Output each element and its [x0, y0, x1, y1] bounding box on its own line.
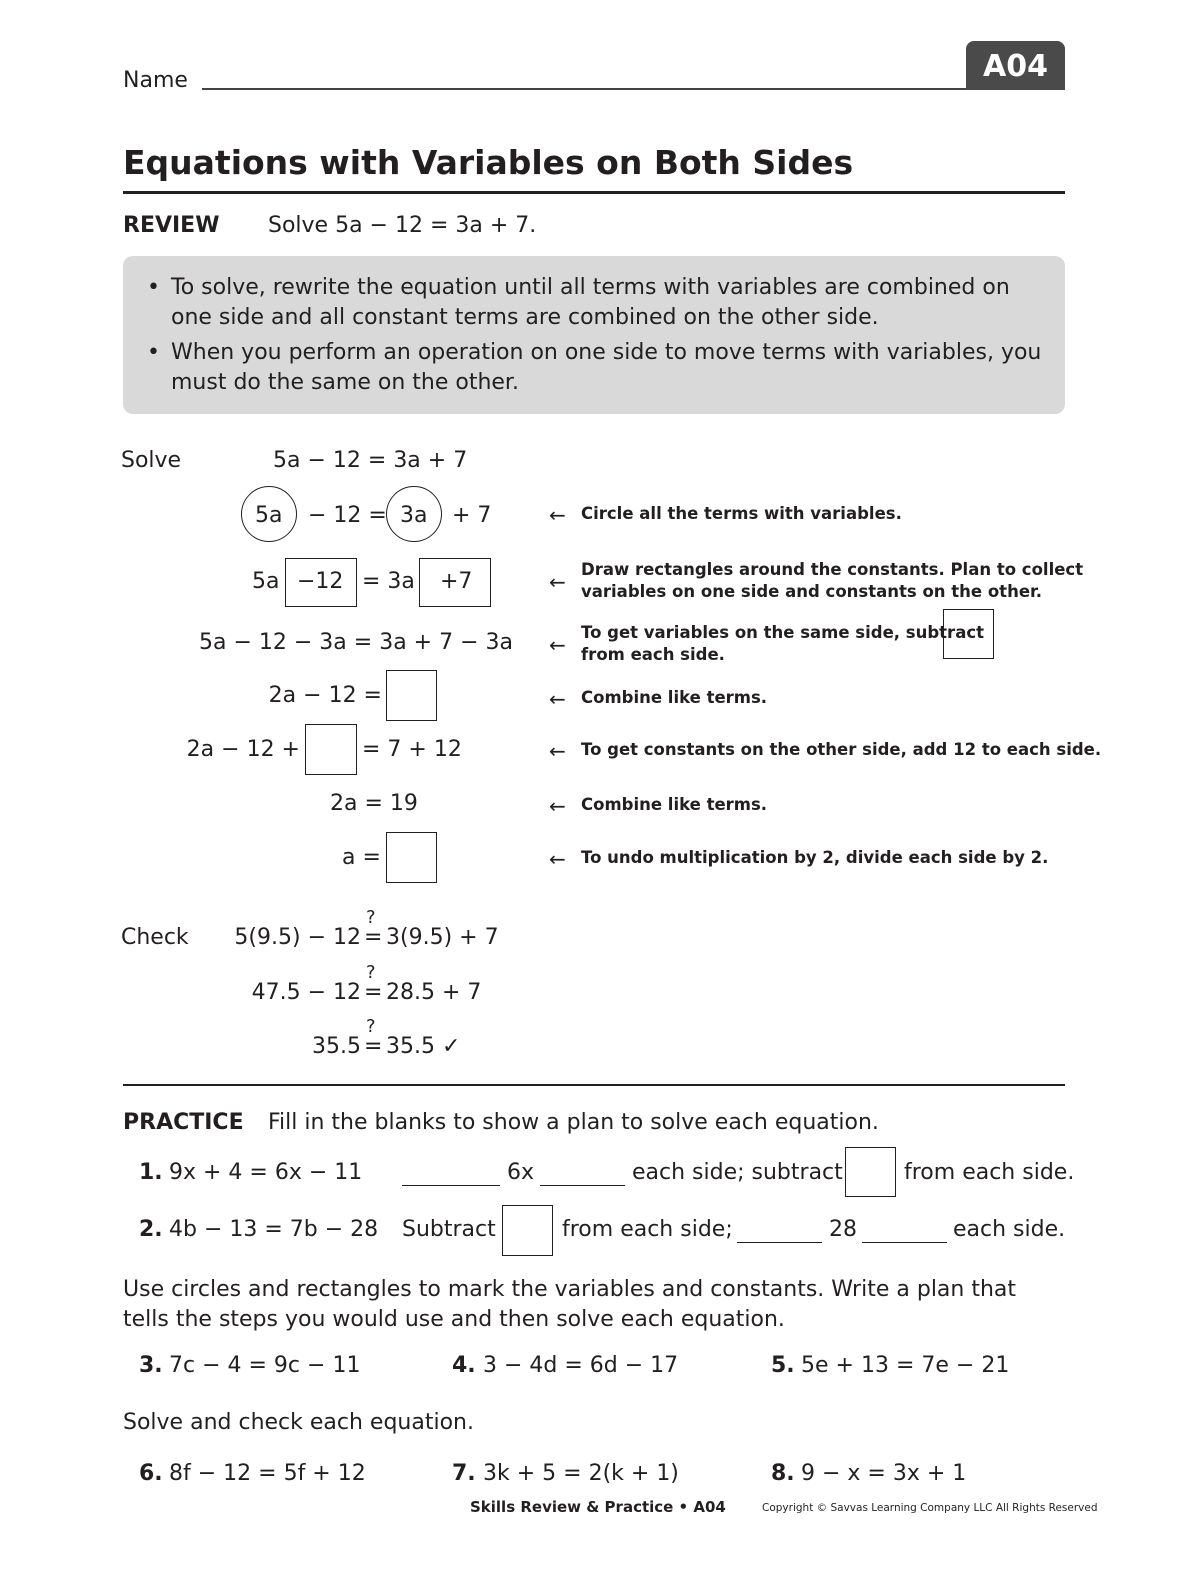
step-note: Combine like terms.	[581, 688, 768, 707]
fill-blank[interactable]	[402, 1185, 500, 1186]
left-arrow-icon: ←	[549, 847, 566, 871]
step2-constant-2: +7	[440, 569, 473, 594]
left-arrow-icon: ←	[549, 633, 566, 657]
equals-sign: =	[364, 1034, 383, 1059]
problem-number: 3.	[139, 1353, 163, 1378]
question-mark: ?	[366, 962, 376, 983]
problem-equation: 7c − 4 = 9c − 11	[169, 1353, 361, 1378]
step2-term-a: 5a	[252, 569, 280, 594]
problem-number: 2.	[139, 1217, 163, 1242]
step-note: To get constants on the other side, add 12 to each side.	[581, 740, 1102, 759]
check-left: 35.5	[312, 1034, 361, 1059]
check-label: Check	[121, 925, 189, 950]
fill-blank[interactable]	[540, 1185, 625, 1186]
step5-left: 2a − 12 +	[186, 737, 300, 762]
question-mark: ?	[366, 907, 376, 928]
problem-equation: 3k + 5 = 2(k + 1)	[483, 1461, 679, 1486]
equals-sign: =	[364, 980, 383, 1005]
answer-box[interactable]	[386, 670, 437, 721]
bullet-icon: •	[147, 340, 160, 365]
step-note: Combine like terms.	[581, 795, 768, 814]
tip-text: To solve, rewrite the equation until all terms with variables are combined on one side and all constant terms are combined on the other side.	[171, 275, 1010, 330]
answer-box[interactable]	[943, 609, 994, 659]
step6-equation: 2a = 19	[330, 791, 418, 816]
problem-number: 5.	[771, 1353, 795, 1378]
step1-middle: − 12 =	[308, 503, 387, 528]
footer-title: Skills Review & Practice • A04	[470, 1498, 726, 1516]
name-label: Name	[123, 68, 188, 93]
left-arrow-icon: ←	[549, 570, 566, 594]
problem-lead: Subtract	[402, 1217, 496, 1242]
page-title: Equations with Variables on Both Sides	[123, 143, 854, 182]
step-note: Circle all the terms with variables.	[581, 504, 902, 523]
check-right: 35.5 ✓	[386, 1034, 461, 1059]
problem-tail: each side.	[953, 1217, 1066, 1242]
problem-equation: 3 − 4d = 6d − 17	[483, 1353, 679, 1378]
practice-instruction-2: Solve and check each equation.	[123, 1410, 474, 1435]
copyright: Copyright © Savvas Learning Company LLC All Rights Reserved	[762, 1502, 1098, 1514]
step-note: Draw rectangles around the constants. Plan to collect	[581, 560, 1084, 579]
step4-equation: 2a − 12 =	[268, 683, 382, 708]
left-arrow-icon: ←	[549, 687, 566, 711]
step-note: from each side.	[581, 645, 725, 664]
step3-equation: 5a − 12 − 3a = 3a + 7 − 3a	[198, 630, 513, 655]
fill-blank[interactable]	[862, 1242, 947, 1243]
fill-blank[interactable]	[737, 1242, 822, 1243]
step1-term-a: 5a	[255, 503, 283, 528]
solve-equation: 5a − 12 = 3a + 7	[273, 448, 468, 473]
problem-equation: 9 − x = 3x + 1	[801, 1461, 967, 1486]
answer-box[interactable]	[386, 832, 437, 883]
practice-prompt: Fill in the blanks to show a plan to solve each equation.	[268, 1110, 879, 1135]
step1-end: + 7	[452, 503, 492, 528]
section-divider	[123, 1084, 1065, 1086]
step-note: To undo multiplication by 2, divide each side by 2.	[581, 848, 1049, 867]
left-arrow-icon: ←	[549, 739, 566, 763]
review-label: REVIEW	[123, 213, 220, 238]
step-note: To get variables on the same side, subtract	[581, 623, 984, 642]
step-note: variables on one side and constants on the other.	[581, 582, 1043, 601]
question-mark: ?	[366, 1016, 376, 1037]
name-field[interactable]	[202, 88, 966, 90]
answer-box[interactable]	[845, 1147, 896, 1197]
title-divider	[123, 191, 1065, 194]
problem-term: 28	[829, 1217, 857, 1242]
problem-equation: 5e + 13 = 7e − 21	[801, 1353, 1010, 1378]
left-arrow-icon: ←	[549, 503, 566, 527]
problem-number: 6.	[139, 1461, 163, 1486]
problem-number: 7.	[452, 1461, 476, 1486]
tip-text: When you perform an operation on one side to move terms with variables, you must do the same on the other.	[171, 340, 1042, 395]
problem-equation: 4b − 13 = 7b − 28	[169, 1217, 379, 1242]
step5-right: = 7 + 12	[362, 737, 462, 762]
practice-instruction: Use circles and rectangles to mark the variables and constants. Write a plan that tells the steps you would use and then solve each equation.	[123, 1277, 1017, 1332]
problem-number: 8.	[771, 1461, 795, 1486]
check-left: 47.5 − 12	[251, 980, 361, 1005]
answer-box[interactable]	[502, 1205, 553, 1256]
check-left: 5(9.5) − 12	[234, 925, 361, 950]
problem-term: 6x	[507, 1160, 535, 1185]
problem-number: 4.	[452, 1353, 476, 1378]
check-right: 28.5 + 7	[386, 980, 482, 1005]
step2-middle: = 3a	[362, 569, 415, 594]
worksheet-code-tab: A04	[966, 41, 1065, 90]
review-tips-box	[123, 256, 1065, 414]
problem-tail: from each side.	[904, 1160, 1075, 1185]
problem-text: each side; subtract	[632, 1160, 843, 1185]
step7-equation: a =	[342, 845, 381, 870]
equals-sign: =	[364, 925, 383, 950]
check-right: 3(9.5) + 7	[386, 925, 499, 950]
left-arrow-icon: ←	[549, 794, 566, 818]
bullet-icon: •	[147, 275, 160, 300]
answer-box[interactable]	[305, 724, 357, 775]
step2-constant-1: −12	[297, 569, 344, 594]
problem-text: from each side;	[562, 1217, 733, 1242]
problem-equation: 8f − 12 = 5f + 12	[169, 1461, 366, 1486]
practice-label: PRACTICE	[123, 1110, 244, 1135]
problem-equation: 9x + 4 = 6x − 11	[169, 1160, 363, 1185]
solve-label: Solve	[121, 448, 182, 473]
review-prompt: Solve 5a − 12 = 3a + 7.	[268, 213, 537, 238]
problem-number: 1.	[139, 1160, 163, 1185]
step1-term-b: 3a	[400, 503, 428, 528]
